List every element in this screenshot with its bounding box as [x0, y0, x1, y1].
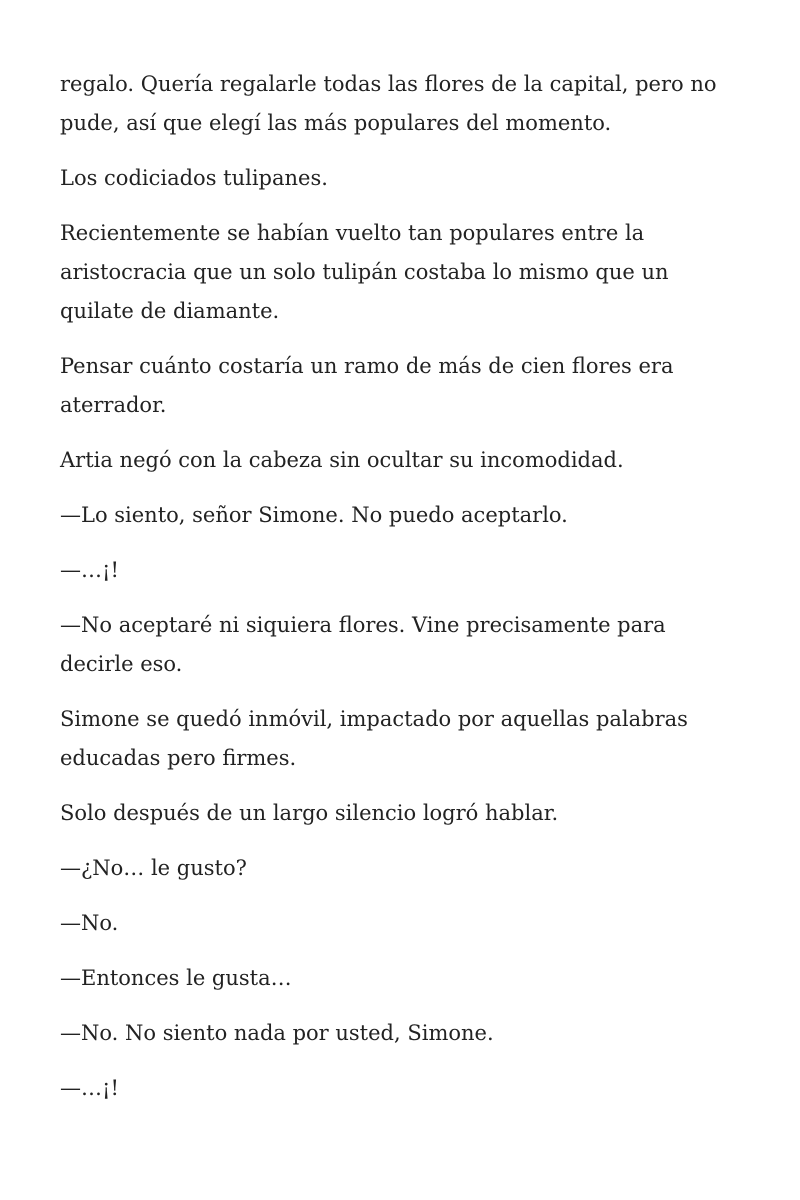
dialogue-line: —…¡! [60, 558, 119, 582]
dialogue-line: —Entonces le gusta… [60, 966, 292, 990]
dialogue-line: —…¡! [60, 1076, 119, 1100]
dialogue-line: —No. [60, 911, 119, 935]
paragraph: Solo después de un largo silencio logró hablar. [60, 801, 559, 825]
dialogue-line: —Lo siento, señor Simone. No puedo aceptarlo. [60, 503, 568, 527]
dialogue-line: —No. No siento nada por usted, Simone. [60, 1021, 494, 1045]
paragraph: regalo. Quería regalarle todas las flores de la capital, pero no pude, así que elegí las más populares del momento. [60, 72, 717, 135]
dialogue-line: —No aceptaré ni siquiera flores. Vine precisamente para decirle eso. [60, 613, 666, 676]
paragraph: Artia negó con la cabeza sin ocultar su incomodidad. [60, 448, 624, 472]
dialogue-line: —¿No… le gusto? [60, 856, 247, 880]
paragraph: Los codiciados tulipanes. [60, 166, 328, 190]
paragraph: Pensar cuánto costaría un ramo de más de cien flores era aterrador. [60, 354, 674, 417]
paragraph: Recientemente se habían vuelto tan populares entre la aristocracia que un solo tulipán costaba lo mismo que un quilate de diamante. [60, 221, 669, 323]
paragraph: Simone se quedó inmóvil, impactado por aquellas palabras educadas pero firmes. [60, 707, 688, 770]
